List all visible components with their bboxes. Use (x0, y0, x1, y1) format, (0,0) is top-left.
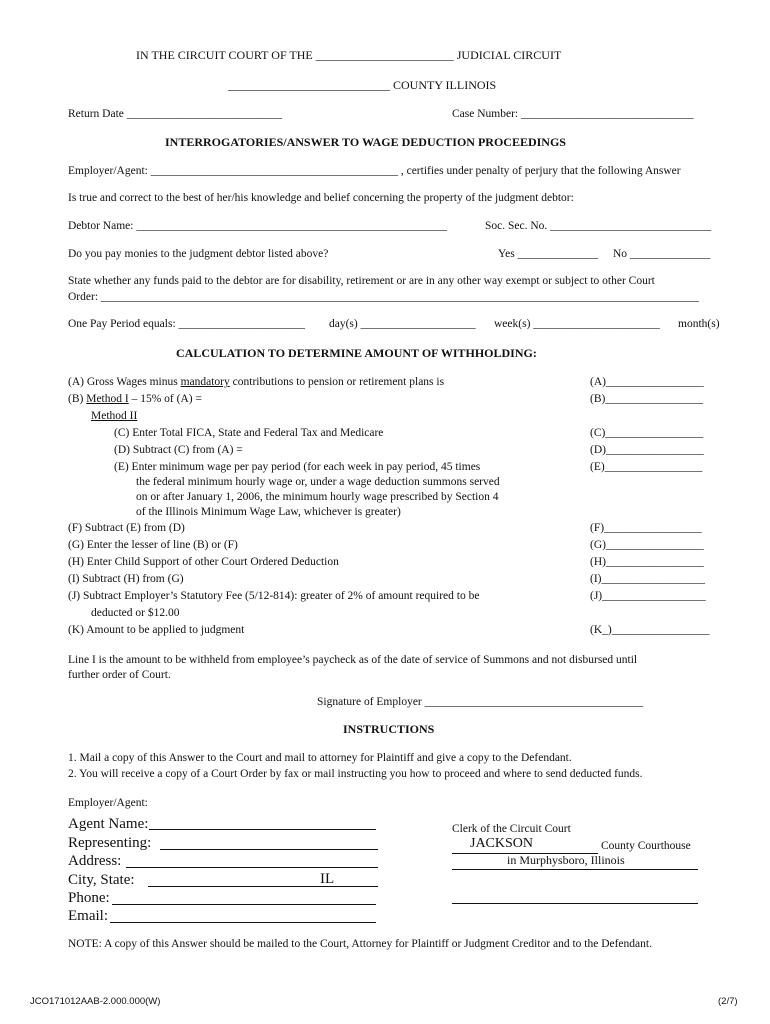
phone-line[interactable] (112, 904, 376, 905)
form-code: JCO171012AAB-2.000.000(W) (30, 996, 161, 1007)
mailing-note: NOTE: A copy of this Answer should be mailed to the Court, Attorney for Plaintiff or Judgment Creditor and to the Defendant. (68, 938, 652, 950)
debtor-name-field[interactable]: Debtor Name: ______________________________________________________ (68, 220, 447, 232)
line-e-text: on or after January 1, 2006, the minimum hourly wage prescribed by Section 4 (136, 491, 499, 503)
line-a-label: (A) Gross Wages minus mandatory contributions to pension or retirement plans is (68, 376, 445, 388)
employer-agent-field[interactable]: Employer/Agent: ___________________________________________ , certifies under penalty of perjury that the following Answer (68, 165, 681, 177)
employer-signature-field[interactable]: Signature of Employer ______________________________________ (317, 696, 644, 708)
ssn-field[interactable]: Soc. Sec. No. ____________________________ (485, 220, 712, 232)
pay-period-field[interactable]: One Pay Period equals: ______________________ (68, 318, 306, 330)
city-state-label: City, State: (68, 872, 135, 888)
months-label: month(s) (678, 318, 720, 330)
agent-name-label: Agent Name: (68, 816, 149, 832)
return-date-field[interactable]: Return Date ___________________________ (68, 108, 283, 120)
line-e-field[interactable]: (E)_________________ (590, 461, 703, 473)
email-label: Email: (68, 908, 108, 924)
line-j-field[interactable]: (J)__________________ (590, 590, 706, 602)
line-k-field[interactable]: (K_)_________________ (590, 624, 710, 636)
clerk-extra-line (452, 903, 698, 904)
clerk-city: in Murphysboro, Illinois (507, 853, 625, 867)
no-field[interactable]: No ______________ (613, 248, 711, 260)
city-state-line[interactable] (148, 886, 378, 887)
line-f-label: (F) Subtract (E) from (D) (68, 522, 185, 534)
weeks-field[interactable]: week(s) ______________________ (494, 318, 660, 330)
agent-name-line[interactable] (149, 829, 376, 830)
phone-label: Phone: (68, 890, 110, 906)
line-d-field[interactable]: (D)_________________ (590, 444, 704, 456)
case-number-field[interactable]: Case Number: ______________________________ (452, 108, 694, 120)
city-line (452, 869, 698, 870)
employer-agent-label: Employer/Agent: (68, 797, 148, 809)
line-a-field[interactable]: (A)_________________ (590, 376, 704, 388)
line-i-label: (I) Subtract (H) from (G) (68, 573, 184, 585)
line-j-label: (J) Subtract Employer’s Statutory Fee (5/12-814): greater of 2% of amount required to be (68, 590, 480, 602)
line-b-field[interactable]: (B)_________________ (590, 393, 704, 405)
line-e-label: (E) Enter minimum wage per pay period (for each week in pay period, 45 times (114, 461, 481, 473)
court-header-line1: IN THE CIRCUIT COURT OF THE _______________________ JUDICIAL CIRCUIT (136, 48, 562, 62)
line-i-note: further order of Court. (68, 669, 171, 681)
days-field[interactable]: day(s) ____________________ (329, 318, 476, 330)
instruction-item: 2. You will receive a copy of a Court Order by fax or mail instructing you how to proceed and where to send deducted funds. (68, 768, 643, 780)
truth-statement: Is true and correct to the best of her/his knowledge and belief concerning the property of the judgment debtor: (68, 192, 574, 204)
line-j-text: deducted or $12.00 (91, 607, 180, 619)
line-f-field[interactable]: (F)_________________ (590, 522, 702, 534)
representing-label: Representing: (68, 835, 152, 851)
document-title: INTERROGATORIES/ANSWER TO WAGE DEDUCTION PROCEEDINGS (165, 135, 566, 149)
line-e-text: of the Illinois Minimum Wage Law, whichever is greater) (136, 506, 401, 518)
line-g-label: (G) Enter the lesser of line (B) or (F) (68, 539, 238, 551)
address-line[interactable] (126, 867, 378, 868)
line-i-note: Line I is the amount to be withheld from employee’s paycheck as of the date of service of Summons and not disbursed until (68, 654, 638, 666)
pay-question: Do you pay monies to the judgment debtor listed above? (68, 248, 329, 260)
line-h-label: (H) Enter Child Support of other Court Ordered Deduction (68, 556, 339, 568)
email-line[interactable] (110, 922, 376, 923)
method-ii-label: Method II (91, 410, 138, 422)
county-name: JACKSON (470, 836, 534, 851)
line-d-label: (D) Subtract (C) from (A) = (114, 444, 243, 456)
calculation-title: CALCULATION TO DETERMINE AMOUNT OF WITHHOLDING: (176, 346, 537, 360)
address-label: Address: (68, 853, 122, 869)
line-h-field[interactable]: (H)_________________ (590, 556, 704, 568)
instruction-item: 1. Mail a copy of this Answer to the Court and mail to attorney for Plaintiff and give a copy to the Defendant. (68, 752, 572, 764)
exempt-funds-question: State whether any funds paid to the debtor are for disability, retirement or are in any other way exempt or subject to other Court (68, 275, 655, 287)
line-e-text: the federal minimum hourly wage or, under a wage deduction summons served (136, 476, 500, 488)
representing-line[interactable] (160, 849, 378, 850)
yes-field[interactable]: Yes ______________ (498, 248, 599, 260)
line-c-field[interactable]: (C)_________________ (590, 427, 704, 439)
line-g-field[interactable]: (G)_________________ (590, 539, 704, 551)
line-c-label: (C) Enter Total FICA, State and Federal Tax and Medicare (114, 427, 384, 439)
court-header-line2: ___________________________ COUNTY ILLINOIS (228, 78, 497, 92)
line-b-label: (B) Method I – 15% of (A) = (68, 393, 202, 405)
page-number: (2/7) (718, 996, 738, 1007)
clerk-title: Clerk of the Circuit Court (452, 823, 571, 835)
line-k-label: (K) Amount to be applied to judgment (68, 624, 245, 636)
county-courthouse-label: County Courthouse (601, 840, 691, 852)
state-value: IL (320, 871, 335, 887)
instructions-title: INSTRUCTIONS (343, 722, 435, 736)
court-order-field[interactable]: Order: ________________________________________________________________________________________________________ (68, 291, 699, 303)
line-i-field[interactable]: (I)__________________ (590, 573, 705, 585)
